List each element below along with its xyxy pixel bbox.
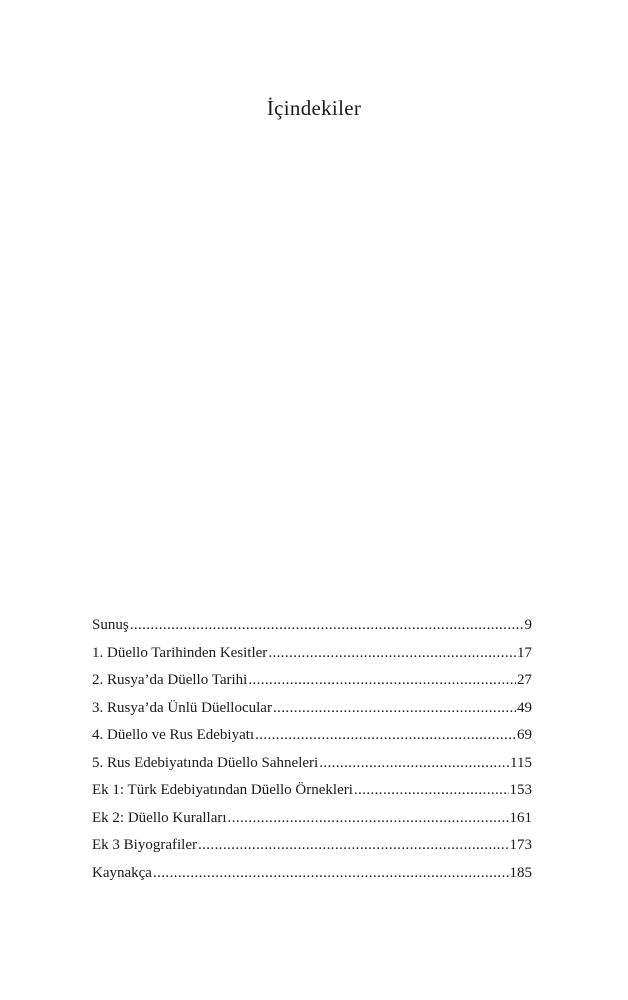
toc-entry-label: 5. Rus Edebiyatında Düello Sahneleri xyxy=(92,754,319,771)
toc-dot-leader xyxy=(153,865,509,882)
toc-entry-appendix-1[interactable] xyxy=(92,782,532,810)
toc-entry-page: 27 xyxy=(517,672,532,688)
toc-entry-chapter-5[interactable] xyxy=(92,755,532,783)
toc-entry-page: 173 xyxy=(509,837,532,853)
toc-entry-page: 153 xyxy=(509,782,532,798)
toc-dot-leader xyxy=(198,837,509,854)
toc-entry-bibliography[interactable] xyxy=(92,865,532,893)
toc-entry-label: 4. Düello ve Rus Edebiyatı xyxy=(92,727,255,743)
toc-entry-label: Ek 1: Türk Edebiyatından Düello Örnekleri xyxy=(92,782,353,798)
toc-entry-label: Kaynakça xyxy=(92,864,152,881)
toc-dot-leader xyxy=(228,810,509,827)
toc-entry-page: 9 xyxy=(524,617,532,633)
toc-entry-chapter-4[interactable] xyxy=(92,727,532,755)
toc-entry-sunus[interactable] xyxy=(92,617,532,645)
toc-dot-leader xyxy=(130,617,524,634)
toc-entry-label: Ek 3 Biyografiler xyxy=(92,837,197,853)
toc-entry-label: 2. Rusya’da Düello Tarihi xyxy=(92,672,248,688)
toc-dot-leader xyxy=(273,700,516,717)
toc-entry-page: 69 xyxy=(517,727,532,743)
toc-entry-appendix-3[interactable] xyxy=(92,837,532,865)
toc-entry-page: 161 xyxy=(509,809,532,826)
toc-dot-leader xyxy=(319,755,509,772)
table-of-contents xyxy=(92,617,532,892)
toc-entry-chapter-3[interactable] xyxy=(92,700,532,728)
page-title: İçindekiler xyxy=(266,96,362,120)
toc-entry-label: Ek 2: Düello Kuralları xyxy=(92,809,227,826)
toc-dot-leader xyxy=(354,782,509,799)
toc-entry-chapter-2[interactable] xyxy=(92,672,532,700)
toc-entry-page: 115 xyxy=(510,754,532,771)
toc-entry-page: 185 xyxy=(509,864,532,881)
toc-entry-label: Sunuş xyxy=(92,617,129,633)
toc-dot-leader xyxy=(255,727,516,744)
toc-entry-label: 1. Düello Tarihinden Kesitler xyxy=(92,644,268,661)
toc-entry-appendix-2[interactable] xyxy=(92,810,532,838)
toc-entry-page: 49 xyxy=(517,699,532,716)
toc-dot-leader xyxy=(248,672,516,689)
toc-entry-chapter-1[interactable] xyxy=(92,645,532,673)
toc-entry-label: 3. Rusya’da Ünlü Düellocular xyxy=(92,699,272,716)
toc-entry-page: 17 xyxy=(517,644,532,661)
toc-dot-leader xyxy=(268,645,516,662)
